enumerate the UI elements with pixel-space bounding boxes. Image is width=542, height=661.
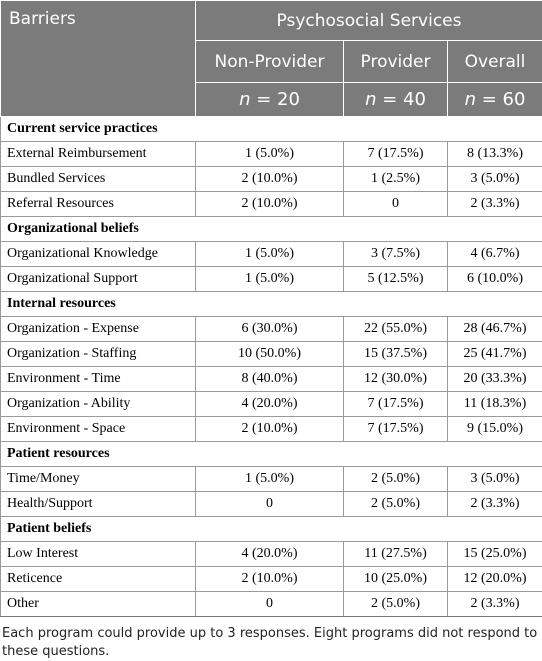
table-row bbox=[1, 192, 542, 217]
table-footnote: Each program could provide up to 3 responses. Eight programs did not respond to these questions. bbox=[0, 617, 542, 661]
table-row bbox=[1, 392, 542, 417]
cell-non-provider: 1 (5.0%) bbox=[196, 242, 344, 267]
cell-overall: 8 (13.3%) bbox=[448, 142, 542, 167]
cell-non-provider: 1 (5.0%) bbox=[196, 467, 344, 492]
table-row bbox=[1, 242, 542, 267]
cell-provider: 15 (37.5%) bbox=[344, 342, 448, 367]
cell-overall: 2 (3.3%) bbox=[448, 192, 542, 217]
row-label: Organizational Knowledge bbox=[1, 242, 196, 267]
row-label: Time/Money bbox=[1, 467, 196, 492]
table-row bbox=[1, 142, 542, 167]
cell-non-provider: 4 (20.0%) bbox=[196, 542, 344, 567]
section-row bbox=[1, 517, 542, 542]
row-label: Environment - Space bbox=[1, 417, 196, 442]
table-row bbox=[1, 167, 542, 192]
cell-non-provider: 0 bbox=[196, 492, 344, 517]
cell-provider: 7 (17.5%) bbox=[344, 417, 448, 442]
table-row bbox=[1, 417, 542, 442]
row-label: Environment - Time bbox=[1, 367, 196, 392]
table-row bbox=[1, 567, 542, 592]
header-col-non-provider: Non-Provider bbox=[196, 41, 344, 83]
header-col-provider: Provider bbox=[344, 41, 448, 83]
cell-non-provider: 4 (20.0%) bbox=[196, 392, 344, 417]
row-label: Reticence bbox=[1, 567, 196, 592]
section-heading: Organizational beliefs bbox=[1, 217, 542, 242]
table-row bbox=[1, 467, 542, 492]
cell-overall: 2 (3.3%) bbox=[448, 492, 542, 517]
cell-provider: 7 (17.5%) bbox=[344, 392, 448, 417]
row-label: Organization - Ability bbox=[1, 392, 196, 417]
cell-non-provider: 2 (10.0%) bbox=[196, 192, 344, 217]
cell-provider: 3 (7.5%) bbox=[344, 242, 448, 267]
header-col-overall: Overall bbox=[448, 41, 542, 83]
section-row bbox=[1, 217, 542, 242]
table-row bbox=[1, 317, 542, 342]
table-row bbox=[1, 592, 542, 617]
section-heading: Patient beliefs bbox=[1, 517, 542, 542]
cell-overall: 3 (5.0%) bbox=[448, 467, 542, 492]
row-label: Organization - Expense bbox=[1, 317, 196, 342]
cell-non-provider: 1 (5.0%) bbox=[196, 267, 344, 292]
cell-non-provider: 2 (10.0%) bbox=[196, 417, 344, 442]
cell-non-provider: 8 (40.0%) bbox=[196, 367, 344, 392]
cell-provider: 1 (2.5%) bbox=[344, 167, 448, 192]
section-heading: Current service practices bbox=[1, 117, 542, 142]
cell-non-provider: 1 (5.0%) bbox=[196, 142, 344, 167]
header-group: Psychosocial Services bbox=[196, 1, 542, 41]
table-row bbox=[1, 267, 542, 292]
cell-overall: 11 (18.3%) bbox=[448, 392, 542, 417]
cell-overall: 12 (20.0%) bbox=[448, 567, 542, 592]
cell-overall: 15 (25.0%) bbox=[448, 542, 542, 567]
cell-non-provider: 0 bbox=[196, 592, 344, 617]
cell-provider: 7 (17.5%) bbox=[344, 142, 448, 167]
row-label: Organization - Staffing bbox=[1, 342, 196, 367]
row-label: Organizational Support bbox=[1, 267, 196, 292]
cell-overall: 28 (46.7%) bbox=[448, 317, 542, 342]
section-row bbox=[1, 117, 542, 142]
cell-non-provider: 10 (50.0%) bbox=[196, 342, 344, 367]
cell-provider: 10 (25.0%) bbox=[344, 567, 448, 592]
cell-overall: 25 (41.7%) bbox=[448, 342, 542, 367]
row-label: Health/Support bbox=[1, 492, 196, 517]
section-row bbox=[1, 292, 542, 317]
row-label: Other bbox=[1, 592, 196, 617]
row-label: External Reimbursement bbox=[1, 142, 196, 167]
header-n-provider: n = 40 bbox=[344, 83, 448, 117]
section-heading: Patient resources bbox=[1, 442, 542, 467]
cell-overall: 9 (15.0%) bbox=[448, 417, 542, 442]
cell-provider: 2 (5.0%) bbox=[344, 492, 448, 517]
cell-provider: 11 (27.5%) bbox=[344, 542, 448, 567]
section-row bbox=[1, 442, 542, 467]
row-label: Referral Resources bbox=[1, 192, 196, 217]
table-row bbox=[1, 542, 542, 567]
section-heading: Internal resources bbox=[1, 292, 542, 317]
cell-overall: 6 (10.0%) bbox=[448, 267, 542, 292]
cell-provider: 12 (30.0%) bbox=[344, 367, 448, 392]
header-n-non-provider: n = 20 bbox=[196, 83, 344, 117]
row-label: Bundled Services bbox=[1, 167, 196, 192]
cell-provider: 2 (5.0%) bbox=[344, 592, 448, 617]
header-barriers: Barriers bbox=[1, 1, 196, 117]
table-row bbox=[1, 342, 542, 367]
row-label: Low Interest bbox=[1, 542, 196, 567]
cell-non-provider: 2 (10.0%) bbox=[196, 167, 344, 192]
cell-non-provider: 6 (30.0%) bbox=[196, 317, 344, 342]
cell-provider: 2 (5.0%) bbox=[344, 467, 448, 492]
header-n-overall: n = 60 bbox=[448, 83, 542, 117]
cell-overall: 4 (6.7%) bbox=[448, 242, 542, 267]
cell-overall: 3 (5.0%) bbox=[448, 167, 542, 192]
cell-provider: 5 (12.5%) bbox=[344, 267, 448, 292]
cell-overall: 20 (33.3%) bbox=[448, 367, 542, 392]
table-body bbox=[1, 117, 542, 617]
table-header bbox=[1, 1, 542, 117]
cell-provider: 22 (55.0%) bbox=[344, 317, 448, 342]
cell-overall: 2 (3.3%) bbox=[448, 592, 542, 617]
cell-non-provider: 2 (10.0%) bbox=[196, 567, 344, 592]
table-row bbox=[1, 367, 542, 392]
cell-provider: 0 bbox=[344, 192, 448, 217]
table-row bbox=[1, 492, 542, 517]
